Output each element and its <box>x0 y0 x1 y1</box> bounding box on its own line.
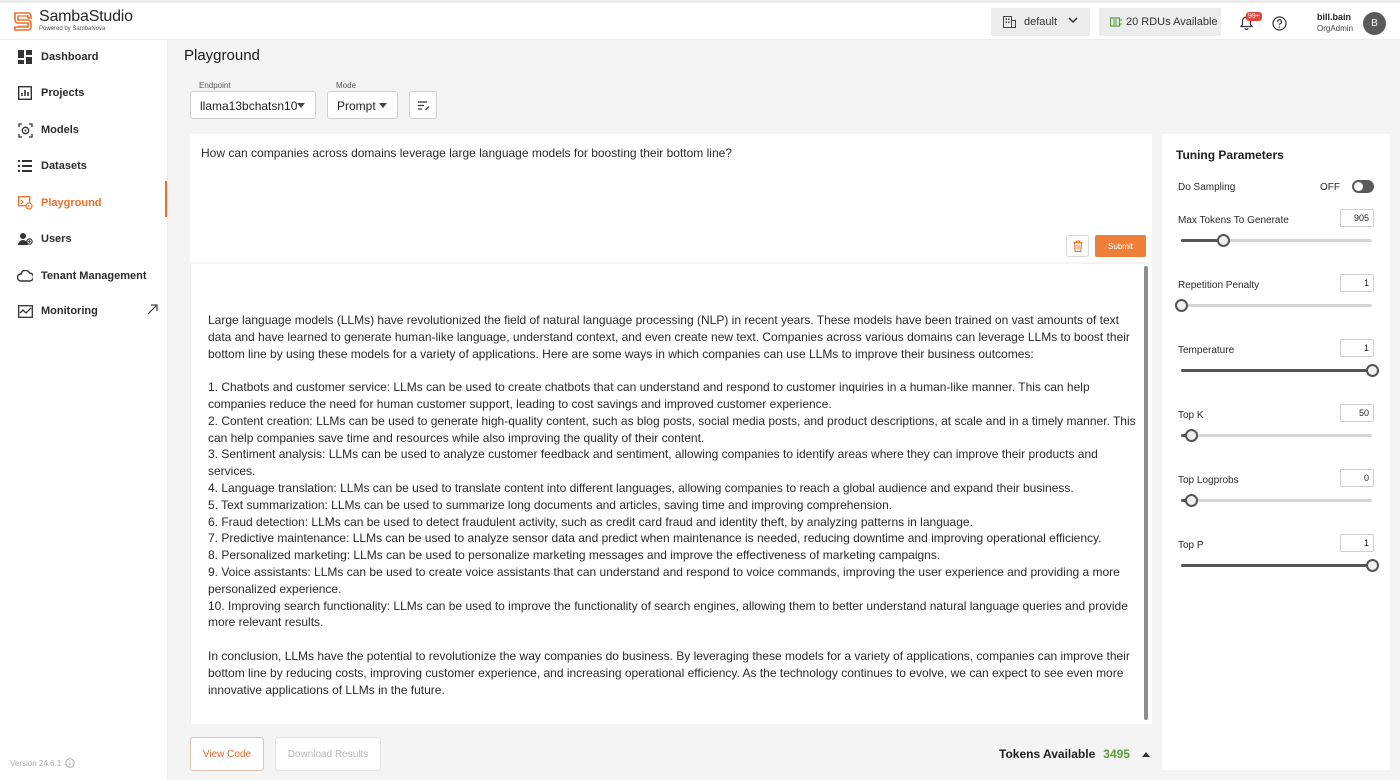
mode-label: Mode <box>336 81 357 90</box>
chevron-down-icon <box>1068 16 1078 24</box>
sidebar-item-label: Datasets <box>41 160 87 172</box>
notification-count-badge: 99+ <box>1248 13 1260 20</box>
sidebar-item-monitoring[interactable] <box>0 297 167 325</box>
rdu-count: 20 RDUs Available <box>1126 16 1218 28</box>
dashboard-icon <box>17 49 33 65</box>
sidebar <box>0 40 168 780</box>
page-title: Playground <box>184 47 260 64</box>
datasets-icon <box>17 158 33 174</box>
param-value-input[interactable]: 1 <box>1340 274 1374 292</box>
slider-track[interactable] <box>1181 499 1372 502</box>
param-label: Max Tokens To Generate <box>1178 215 1289 226</box>
param-label: Top K <box>1178 410 1204 421</box>
slider-thumb[interactable] <box>1175 299 1188 312</box>
endpoint-select[interactable] <box>190 81 316 119</box>
param-label: Repetition Penalty <box>1178 280 1260 291</box>
tokens-count: 3495 <box>1103 747 1130 761</box>
endpoint-label: Endpoint <box>199 81 231 90</box>
tenant-name: default <box>1024 16 1058 28</box>
monitoring-icon <box>17 303 33 319</box>
sidebar-item-tenant-management[interactable] <box>0 262 167 290</box>
slider-fill <box>1181 369 1372 372</box>
sidebar-item-projects[interactable] <box>0 79 167 107</box>
trash-icon <box>1073 240 1083 252</box>
param-top-p <box>1162 540 1390 590</box>
brand-tagline: Powered by SambaNova <box>39 26 106 32</box>
output-text: Large language models (LLMs) have revolutionized the field of natural language processing (NLP) in recent years. These models have been trained on vast amounts of text data and have learned to generate human-like language, understand context, and even create new text. Companies across various domains can leverage LLMs to boost their bottom line by using these models for a variety of applications. Here are some ways in which companies can use LLMs to improve their business outcomes: 1. Chatbots and customer service: LLMs can be used to create chatbots that can understand and respond to customer inquiries in a human-like manner. This can help companies reduce the need for human customer support, leading to cost savings and improved customer experience. 2. Content creation: LLMs can be used to generate high-quality content, such as blog posts, social media posts, and product descriptions, at scale and in a timely manner. This can help companies save time and resources while also improving the quality of their content. 3. Sentiment analysis: LLMs can be used to analyze customer feedback and sentiment, allowing companies to identify areas where they can improve their products and services. 4. Language translation: LLMs can be used to translate content into different languages, allowing companies to reach a global audience and expand their business. 5. Text summarization: LLMs can be used to summarize long documents and articles, saving time and improving comprehension. 6. Fraud detection: LLMs can be used to detect fraudulent activity, such as credit card fraud and identity theft, by analyzing patterns in language. 7. Predictive maintenance: LLMs can be used to analyze sensor data and predict when maintenance is needed, reducing downtime and improving operational efficiency. 8. Personalized marketing: LLMs can be used to personalize marketing messages and improve the effectiveness of marketing campaigns. 9. Voice assistants: LLMs can be used to create voice assistants that can understand and respond to voice commands, improving the user experience and providing a more personalized experience. 10. Improving search functionality: LLMs can be used to improve the functionality of search engines, allowing them to better understand natural language queries and provide more relevant results. In conclusion, LLMs have the potential to revolutionize the way companies do business. By leveraging these models for a variety of applications, companies can improve their bottom line by reducing costs, improving customer experience, and increasing operational efficiency. As the technology continues to evolve, we can expect to see even more innovative applications of LLMs in the future. <box>208 313 1136 697</box>
top-bar <box>0 0 1400 40</box>
slider-fill <box>1181 564 1372 567</box>
param-temperature <box>1162 345 1390 395</box>
caret-down-icon <box>297 103 305 108</box>
building-icon <box>1003 16 1016 28</box>
sidebar-item-datasets[interactable] <box>0 152 167 180</box>
param-value-input[interactable]: 905 <box>1340 209 1374 227</box>
brand-name: SambaStudio <box>39 8 133 25</box>
sidebar-item-models[interactable] <box>0 116 167 144</box>
tuning-title: Tuning Parameters <box>1176 148 1284 162</box>
users-icon <box>17 231 33 247</box>
slider-thumb[interactable] <box>1366 559 1379 572</box>
tenant-icon <box>17 268 33 284</box>
tokens-available <box>999 747 1150 761</box>
playground-icon <box>17 195 33 211</box>
submit-button[interactable]: Submit <box>1095 235 1146 257</box>
view-code-button[interactable]: View Code <box>190 737 264 771</box>
models-icon <box>17 122 33 138</box>
param-repetition-penalty <box>1162 280 1390 330</box>
format-lines-icon <box>417 100 430 111</box>
param-value-input[interactable]: 50 <box>1340 404 1374 422</box>
sidebar-item-dashboard[interactable] <box>0 43 167 71</box>
endpoint-value: llama13bchatsn10 <box>200 99 298 113</box>
avatar[interactable]: B <box>1363 12 1386 35</box>
slider-track[interactable] <box>1181 304 1372 307</box>
param-top-logprobs <box>1162 475 1390 525</box>
sidebar-item-playground[interactable] <box>0 189 167 217</box>
do-sampling-label: Do Sampling <box>1178 182 1236 193</box>
mode-value: Prompt <box>337 99 376 113</box>
user-info[interactable] <box>1317 12 1353 33</box>
help-icon[interactable] <box>1272 16 1287 31</box>
param-value-input[interactable]: 0 <box>1340 469 1374 487</box>
prompt-text[interactable]: How can companies across domains leverage large language models for boosting their bottom line? <box>201 146 732 160</box>
slider-thumb[interactable] <box>1217 234 1230 247</box>
user-name: bill.bain <box>1317 12 1352 22</box>
param-value-input[interactable]: 1 <box>1340 339 1374 357</box>
version-text: Version 24.6.1 <box>10 758 62 768</box>
param-label: Top P <box>1178 540 1204 551</box>
clear-prompt-button[interactable] <box>1066 235 1089 257</box>
sambanova-logo-icon <box>12 10 34 32</box>
param-label: Temperature <box>1178 345 1235 356</box>
param-max-tokens <box>1162 215 1390 265</box>
slider-track[interactable] <box>1181 564 1372 567</box>
slider-thumb[interactable] <box>1185 429 1198 442</box>
tokens-label: Tokens Available <box>999 747 1096 761</box>
do-sampling-row <box>1162 180 1390 198</box>
sidebar-item-label: Models <box>41 124 79 136</box>
do-sampling-state: OFF <box>1320 182 1340 193</box>
rdu-availability-badge <box>1099 8 1221 36</box>
caret-up-icon[interactable] <box>1142 752 1150 757</box>
sidebar-item-label: Projects <box>41 87 85 99</box>
output-panel <box>190 264 1152 724</box>
sidebar-item-label: Users <box>41 233 72 245</box>
user-role: OrgAdmin <box>1317 23 1354 33</box>
sidebar-item-users[interactable] <box>0 225 167 253</box>
brand-logo[interactable] <box>12 9 133 32</box>
tenant-selector[interactable] <box>991 8 1090 36</box>
download-results-button[interactable]: Download Results <box>275 737 381 771</box>
sidebar-item-label: Tenant Management <box>41 270 147 282</box>
sidebar-item-label: Playground <box>41 197 102 209</box>
param-value-input[interactable]: 1 <box>1340 534 1374 552</box>
output-scrollbar[interactable] <box>1144 266 1148 720</box>
caret-down-icon <box>379 103 387 108</box>
param-top-k <box>1162 410 1390 460</box>
tuning-panel <box>1162 134 1390 770</box>
prompt-input[interactable] <box>190 134 1152 262</box>
slider-thumb[interactable] <box>1185 494 1198 507</box>
sidebar-item-label: Dashboard <box>41 51 99 63</box>
mode-select[interactable] <box>327 81 398 119</box>
param-label: Top Logprobs <box>1178 475 1239 486</box>
format-button[interactable] <box>409 91 437 119</box>
info-icon[interactable] <box>65 758 75 768</box>
sidebar-item-label: Monitoring <box>41 305 98 317</box>
slider-thumb[interactable] <box>1366 364 1379 377</box>
slider-track[interactable] <box>1181 369 1372 372</box>
rdu-chip-icon <box>1110 17 1122 27</box>
external-link-icon <box>147 304 158 315</box>
slider-track[interactable] <box>1181 239 1372 242</box>
slider-track[interactable] <box>1181 434 1372 437</box>
version-label <box>10 758 75 768</box>
do-sampling-toggle[interactable] <box>1352 180 1374 193</box>
projects-icon <box>17 85 33 101</box>
